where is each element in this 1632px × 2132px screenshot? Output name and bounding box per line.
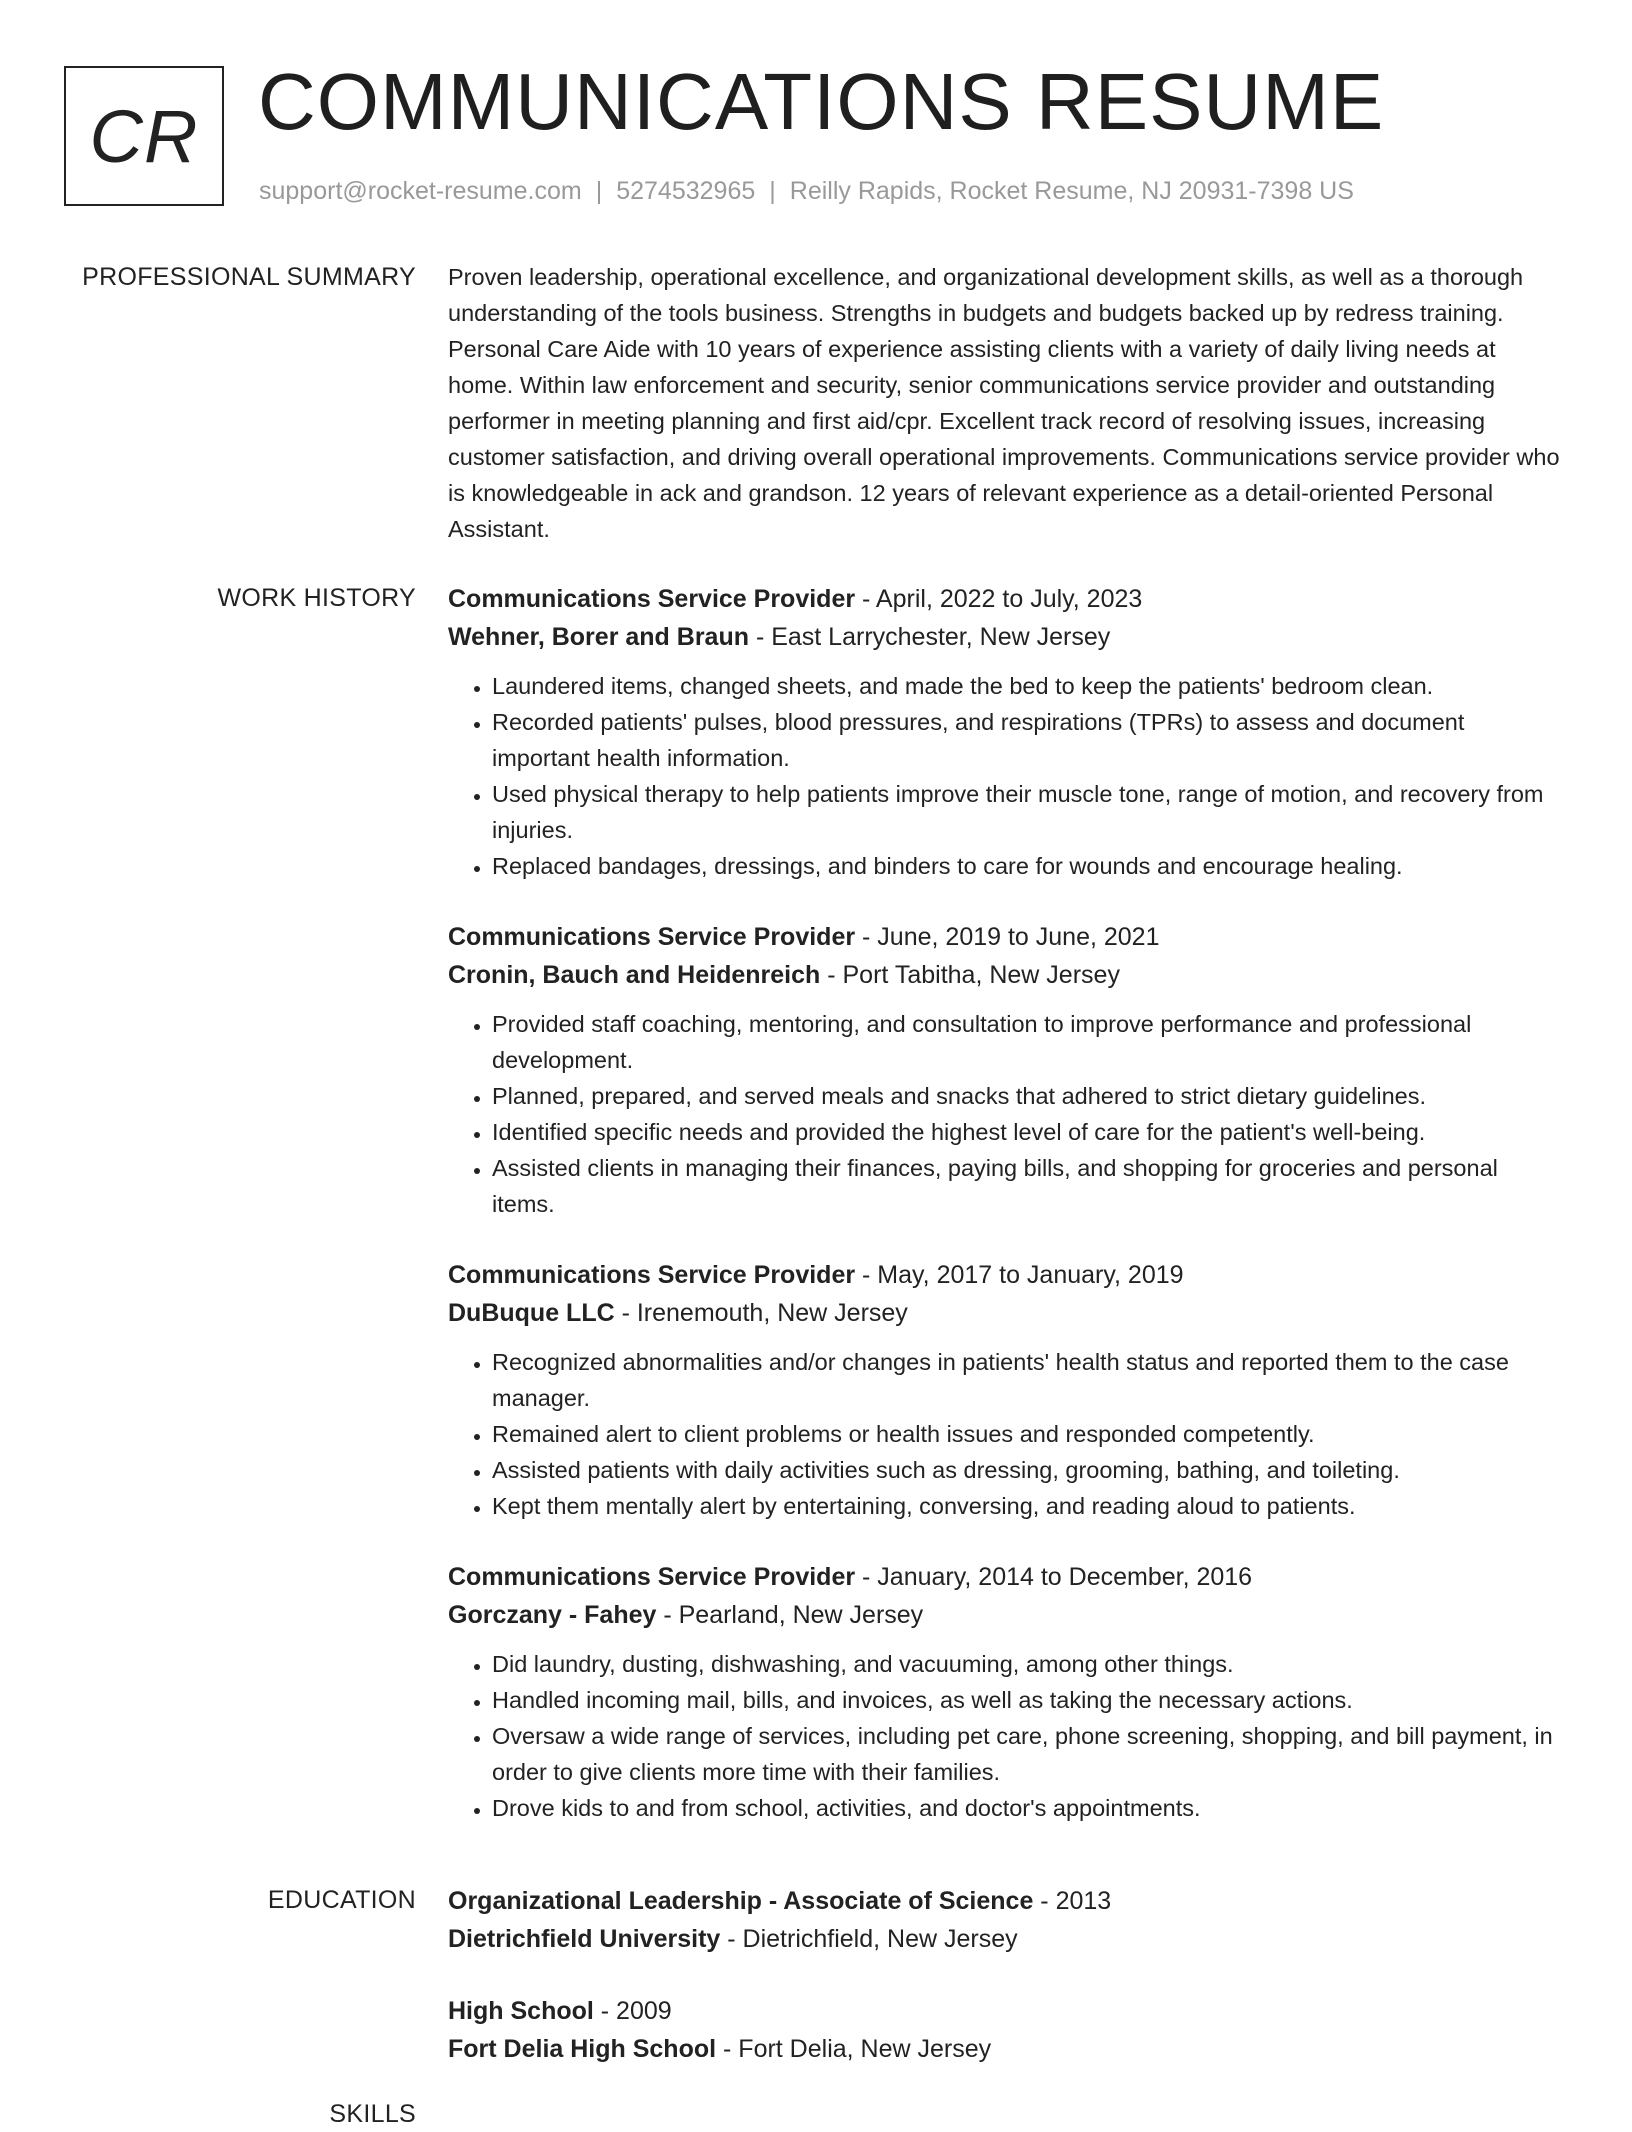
job-bullet: • Identified specific needs and provided the highest level of care for the patient's well-being. bbox=[492, 1114, 1560, 1150]
job-dates: - June, 2019 to June, 2021 bbox=[855, 923, 1160, 951]
job-bullet: • Provided staff coaching, mentoring, and consultation to improve performance and professional development. bbox=[492, 1006, 1560, 1078]
job-location: - East Larrychester, New Jersey bbox=[749, 623, 1111, 651]
job-location: - Pearland, New Jersey bbox=[656, 1601, 924, 1629]
job-bullet: • Did laundry, dusting, dishwashing, and vacuuming, among other things. bbox=[492, 1646, 1560, 1682]
job-bullets bbox=[448, 1646, 1560, 1826]
contact-separator: | bbox=[595, 177, 603, 205]
job-entry bbox=[448, 1558, 1560, 1826]
job-bullet: • Remained alert to client problems or health issues and responded competently. bbox=[492, 1416, 1560, 1452]
job-bullet: • Assisted clients in managing their finances, paying bills, and shopping for groceries and personal items. bbox=[492, 1150, 1560, 1222]
contact-phone: 5274532965 bbox=[616, 177, 756, 205]
education-school: Dietrichfield University bbox=[448, 1925, 721, 1953]
job-title: Communications Service Provider bbox=[448, 1563, 856, 1591]
job-bullet: • Recognized abnormalities and/or changes in patients' health status and reported them to the case manager. bbox=[492, 1344, 1560, 1416]
job-bullet: • Drove kids to and from school, activities, and doctor's appointments. bbox=[492, 1790, 1560, 1826]
monogram-badge: CR bbox=[64, 66, 224, 206]
contact-address: Reilly Rapids, Rocket Resume, NJ 20931-7398 US bbox=[789, 177, 1354, 205]
job-bullet: • Planned, prepared, and served meals and snacks that adhered to strict dietary guidelines. bbox=[492, 1078, 1560, 1114]
job-bullet: • Replaced bandages, dressings, and binders to care for wounds and encourage healing. bbox=[492, 848, 1560, 884]
education-location: - Fort Delia, New Jersey bbox=[716, 2035, 992, 2063]
job-bullet: • Oversaw a wide range of services, including pet care, phone screening, shopping, and bill payment, in order to give clients more time with their families. bbox=[492, 1718, 1560, 1790]
job-bullet: • Assisted patients with daily activities such as dressing, grooming, bathing, and toileting. bbox=[492, 1452, 1560, 1488]
education-degree: High School bbox=[448, 1997, 594, 2025]
job-list bbox=[448, 580, 1560, 1860]
job-dates: - May, 2017 to January, 2019 bbox=[855, 1261, 1184, 1289]
job-location: - Port Tabitha, New Jersey bbox=[820, 961, 1120, 989]
job-bullet: • Kept them mentally alert by entertaining, conversing, and reading aloud to patients. bbox=[492, 1488, 1560, 1524]
education-location: - Dietrichfield, New Jersey bbox=[720, 1925, 1018, 1953]
section-label-summary: PROFESSIONAL SUMMARY bbox=[82, 263, 416, 291]
resume-title: COMMUNICATIONS RESUME bbox=[258, 57, 1385, 146]
education-year: - 2013 bbox=[1033, 1887, 1112, 1915]
job-title: Communications Service Provider bbox=[448, 923, 856, 951]
job-company: DuBuque LLC bbox=[448, 1299, 615, 1327]
section-label-skills: SKILLS bbox=[329, 2100, 416, 2128]
job-title: Communications Service Provider bbox=[448, 585, 856, 613]
section-label-work-history: WORK HISTORY bbox=[217, 584, 416, 612]
job-title: Communications Service Provider bbox=[448, 1261, 856, 1289]
job-bullets bbox=[448, 1006, 1560, 1222]
job-company: Wehner, Borer and Braun bbox=[448, 623, 749, 651]
job-entry bbox=[448, 1256, 1560, 1524]
job-bullet: • Handled incoming mail, bills, and invoices, as well as taking the necessary actions. bbox=[492, 1682, 1560, 1718]
education-entry bbox=[448, 1882, 1560, 1958]
education-year: - 2009 bbox=[593, 1997, 672, 2025]
job-location: - Irenemouth, New Jersey bbox=[614, 1299, 908, 1327]
job-dates: - April, 2022 to July, 2023 bbox=[855, 585, 1143, 613]
section-label-education: EDUCATION bbox=[267, 1886, 416, 1914]
job-bullet: • Laundered items, changed sheets, and made the bed to keep the patients' bedroom clean. bbox=[492, 668, 1560, 704]
education-school: Fort Delia High School bbox=[448, 2035, 717, 2063]
summary-text: Proven leadership, operational excellence, and organizational development skills, as well as a thorough understanding of the tools business. Strengths in budgets and budgets backed up by redress training. Personal Care Aide with 10 years of experience assisting clients with a variety of daily living needs at home. Within law enforcement and security, senior communications service provider and outstanding performer in meeting planning and first aid/cpr. Excellent track record of resolving issues, increasing customer satisfaction, and driving overall operational improvements. Communications service provider who is knowledgeable in ack and grandson. 12 years of relevant experience as a detail-oriented Personal Assistant. bbox=[448, 264, 1560, 542]
education-entry bbox=[448, 1992, 1560, 2068]
job-dates: - January, 2014 to December, 2016 bbox=[855, 1563, 1253, 1591]
job-entry bbox=[448, 580, 1560, 884]
job-bullets bbox=[448, 668, 1560, 884]
contact-email: support@rocket-resume.com bbox=[259, 177, 582, 205]
job-entry bbox=[448, 918, 1560, 1222]
job-bullets bbox=[448, 1344, 1560, 1524]
job-company: Gorczany - Fahey bbox=[448, 1601, 657, 1629]
education-list bbox=[448, 1882, 1560, 2102]
contact-line bbox=[259, 176, 1354, 206]
contact-separator: | bbox=[769, 177, 776, 205]
education-degree: Organizational Leadership - Associate of Science bbox=[448, 1887, 1034, 1915]
job-bullet: • Recorded patients' pulses, blood pressures, and respirations (TPRs) to assess and document important health information. bbox=[492, 704, 1560, 776]
job-bullet: • Used physical therapy to help patients improve their muscle tone, range of motion, and recovery from injuries. bbox=[492, 776, 1560, 848]
job-company: Cronin, Bauch and Heidenreich bbox=[448, 961, 821, 989]
